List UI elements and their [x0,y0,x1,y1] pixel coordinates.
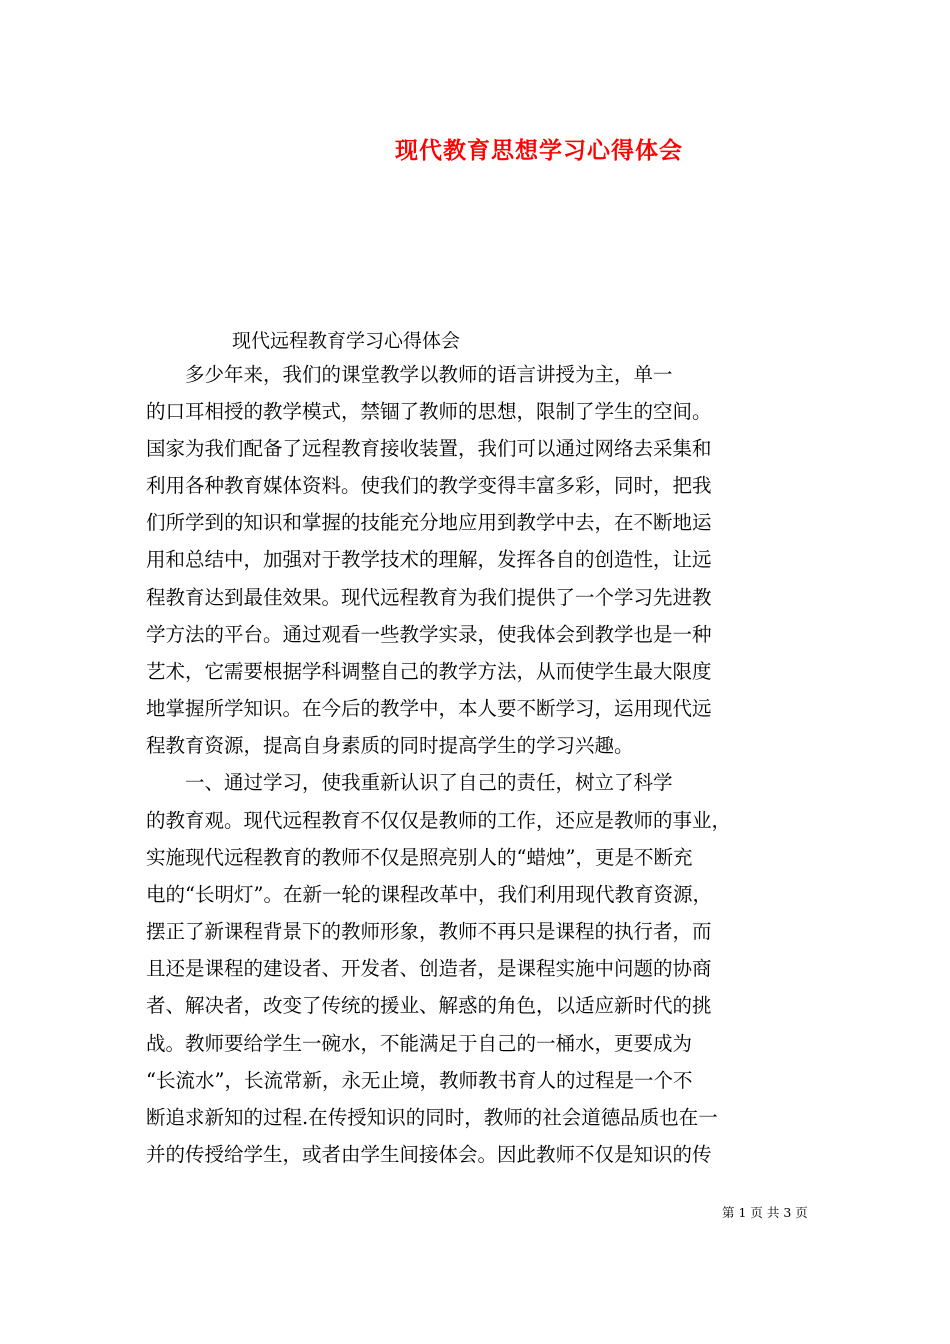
body-line: 多少年来，我们的课堂教学以教师的语言讲授为主，单一 [146,363,673,386]
body-line: 实施现代远程教育的教师不仅是照亮别人的“蜡烛”，更是不断充 [146,846,693,869]
body-line: “长流水”，长流常新，永无止境，教师教书育人的过程是一个不 [146,1069,693,1092]
body-line: 艺术，它需要根据学科调整自己的教学方法，从而使学生最大限度 [146,660,712,683]
body-line: 们所学到的知识和掌握的技能充分地应用到教学中去，在不断地运 [146,511,712,534]
body-line: 且还是课程的建设者、开发者、创造者，是课程实施中问题的协商 [146,957,712,980]
document-title: 现代教育思想学习心得体会 [395,137,683,164]
document-subtitle: 现代远程教育学习心得体会 [232,330,461,352]
body-line: 利用各种教育媒体资料。使我们的教学变得丰富多彩，同时，把我 [146,474,712,497]
body-line: 用和总结中，加强对于教学技术的理解，发挥各自的创造性，让远 [146,548,712,571]
body-line: 地掌握所学知识。在今后的教学中，本人要不断学习，运用现代远 [146,697,712,720]
body-line: 的口耳相授的教学模式，禁锢了教师的思想，限制了学生的空间。 [146,400,712,423]
body-line: 电的“长明灯”。在新一轮的课程改革中，我们利用现代教育资源， [146,883,712,906]
body-line: 国家为我们配备了远程教育接收装置，我们可以通过网络去采集和 [146,437,712,460]
body-line: 并的传授给学生，或者由学生间接体会。因此教师不仅是知识的传 [146,1143,712,1166]
body-line: 战。教师要给学生一碗水，不能满足于自己的一桶水，更要成为 [146,1032,693,1055]
body-line: 者、解决者，改变了传统的援业、解惑的角色，以适应新时代的挑 [146,994,712,1017]
body-line: 摆正了新课程背景下的教师形象，教师不再只是课程的执行者，而 [146,920,712,943]
body-line: 学方法的平台。通过观看一些教学实录，使我体会到教学也是一种 [146,623,712,646]
body-line: 一、通过学习，使我重新认识了自己的责任，树立了科学 [146,771,673,794]
body-line: 程教育资源，提高自身素质的同时提高学生的学习兴趣。 [146,734,634,757]
page-number: 第 1 页 共 3 页 [722,1205,808,1220]
body-line: 断追求新知的过程.在传授知识的同时，教师的社会道德品质也在一 [146,1106,718,1129]
body-line: 的教育观。现代远程教育不仅仅是教师的工作，还应是教师的事业， [146,809,732,832]
body-line: 程教育达到最佳效果。现代远程教育为我们提供了一个学习先进教 [146,586,712,609]
